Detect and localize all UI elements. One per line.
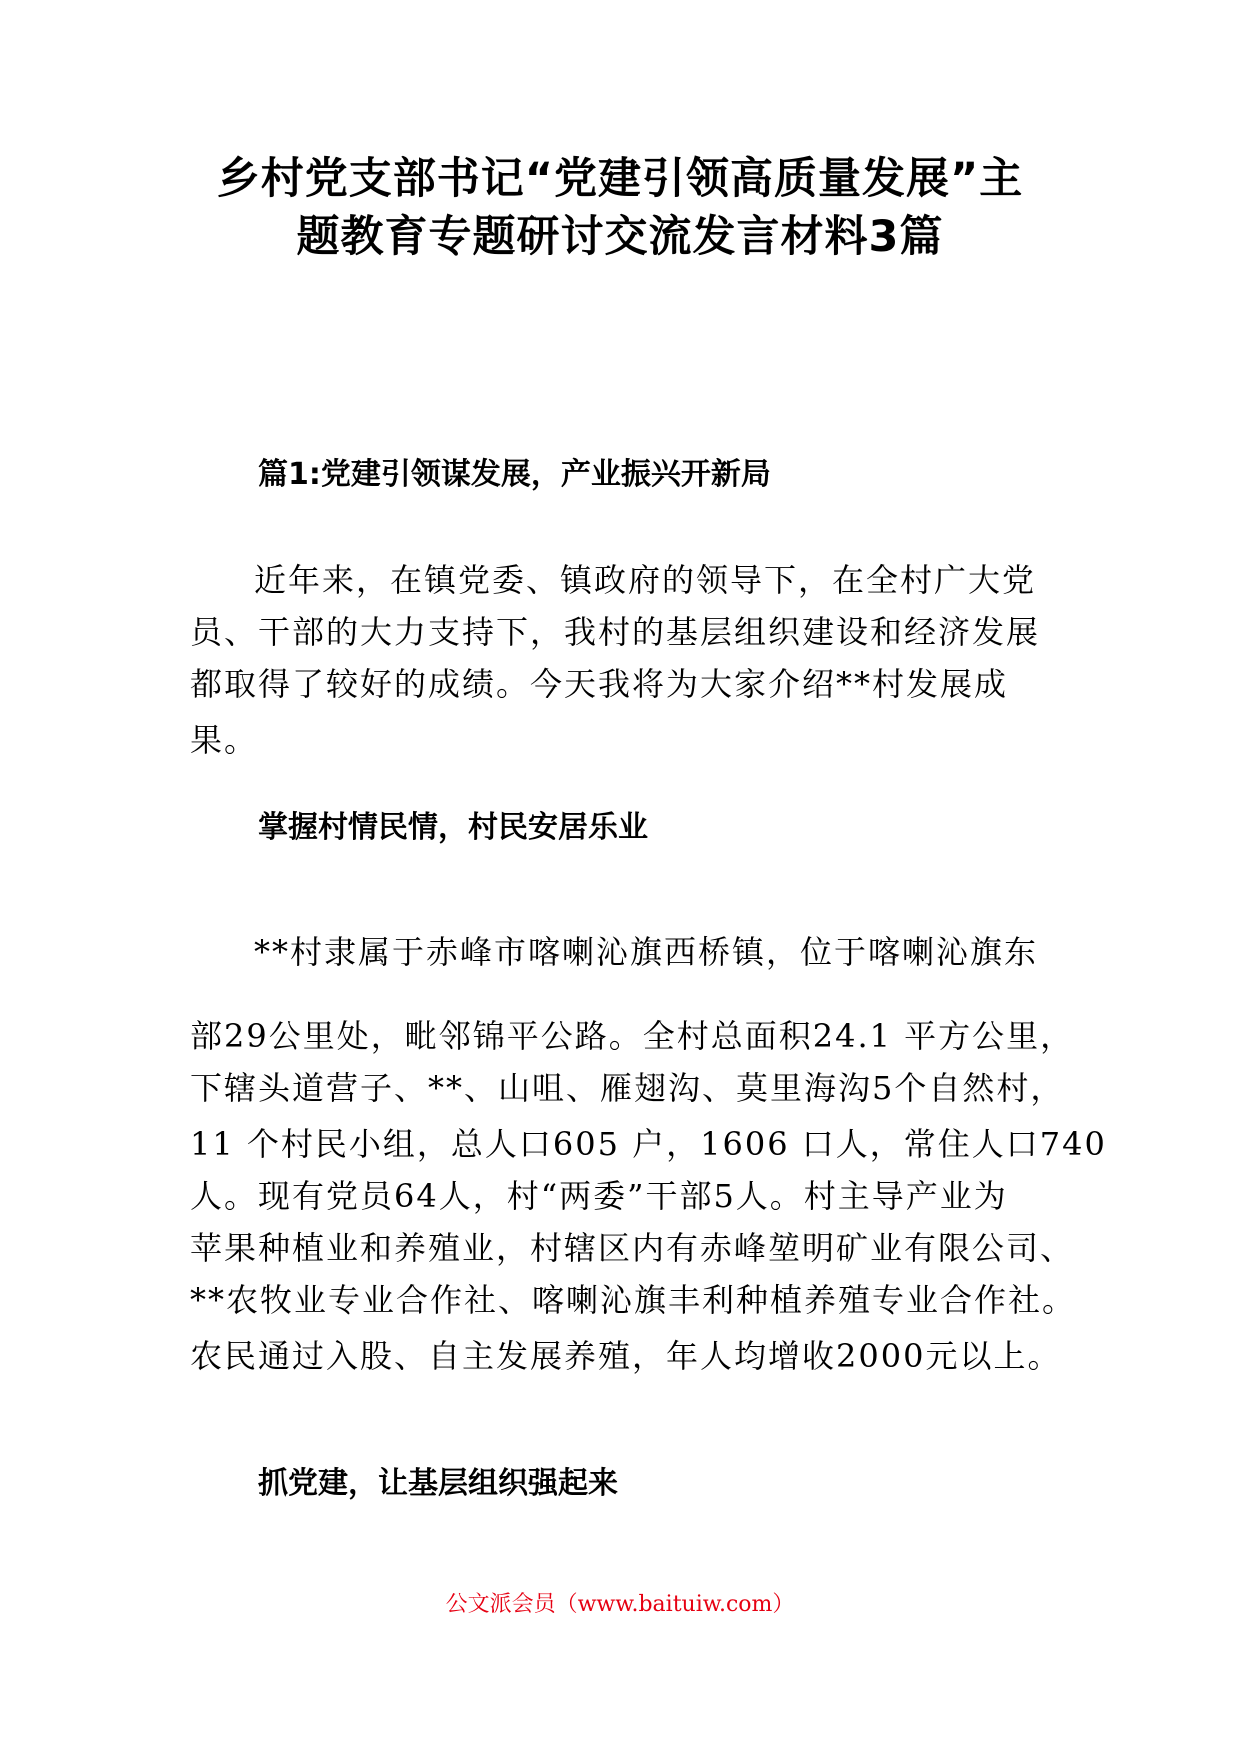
subheading: 抓党建，让基层组织强起来 xyxy=(258,1466,618,1501)
paragraph-line: 11 个村民小组，总人口605 户，1606 口人，常住人口740 xyxy=(190,1125,1107,1163)
title-line-2: 题教育专题研讨交流发言材料3篇 xyxy=(296,212,944,262)
footer-watermark-link[interactable]: 公文派会员（www.baituiw.com） xyxy=(445,1592,795,1617)
title-line-1: 乡村党支部书记“党建引领高质量发展”主 xyxy=(216,154,1024,204)
paragraph-line: 农民通过入股、自主发展养殖，年人均增收2000元以上。 xyxy=(190,1337,1062,1375)
document-title xyxy=(150,150,1090,266)
subheading: 掌握村情民情，村民安居乐业 xyxy=(258,810,648,845)
section-heading: 篇1:党建引领谋发展，产业振兴开新局 xyxy=(258,457,771,492)
paragraph-line: **农牧业专业合作社、喀喇沁旗丰利种植养殖专业合作社。 xyxy=(190,1281,1077,1319)
paragraph-line: 部29公里处，毗邻锦平公路。全村总面积24.1 平方公里， xyxy=(190,1017,1075,1055)
paragraph-line: 近年来，在镇党委、镇政府的领导下，在全村广大党 xyxy=(254,561,1037,599)
paragraph-line: 下辖头道营子、**、山咀、雁翅沟、莫里海沟5个自然村， xyxy=(190,1069,1065,1107)
paragraph-line: 员、干部的大力支持下，我村的基层组织建设和经济发展 xyxy=(190,613,1041,651)
paragraph-line: **村隶属于赤峰市喀喇沁旗西桥镇，位于喀喇沁旗东 xyxy=(254,933,1039,971)
paragraph-line: 人。现有党员64人，村“两委”干部5人。村主导产业为 xyxy=(190,1177,1008,1215)
paragraph-line: 都取得了较好的成绩。今天我将为大家介绍**村发展成 xyxy=(190,665,1009,703)
paragraph-line: 果。 xyxy=(190,721,259,759)
paragraph-line: 苹果种植业和养殖业，村辖区内有赤峰堃明矿业有限公司、 xyxy=(190,1229,1075,1267)
